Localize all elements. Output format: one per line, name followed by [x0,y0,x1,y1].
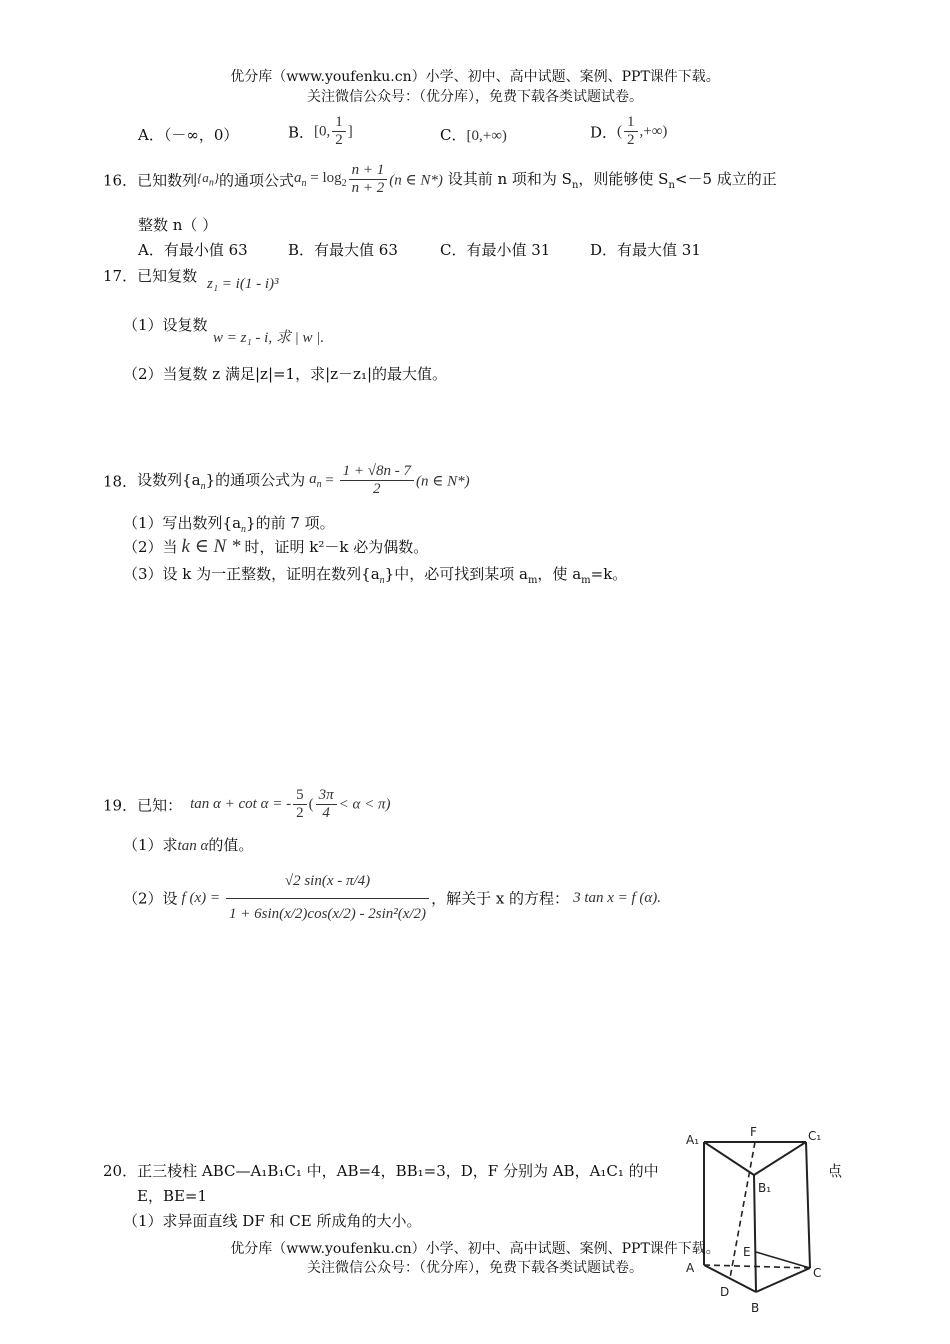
q16-line-2: 整数 n（ ） [138,216,218,234]
q16-option-c: C．有最小值 31 [440,241,551,259]
q20-part-1: （1）求异面直线 DF 和 CE 所成角的大小。 [123,1212,422,1230]
q15-option-b: B．[0, $\frac{1}{2}$ ] [288,114,353,149]
label-a: A [686,1261,695,1275]
question-19: 19．已知： tan α + cot α = - $\frac{5}{2}$ ( $\frac{3\pi}{4}$ < α < π) [103,787,391,822]
header-line-2: 关注微信公众号：（优分库），免费下载各类试题试卷。 [307,89,643,105]
q15-option-a: A．（－∞，0） [138,126,239,144]
q20-line-1-tail: 点 [827,1162,843,1180]
q19-part-1: （1）求tan α的值。 [123,836,254,854]
label-b: B [751,1301,760,1315]
q15-option-c: C．[0,+∞) [440,126,507,144]
prism-figure [680,1120,830,1320]
q19-part-2: （2）设 f (x) = $\frac{√2 \sin(x - \pi/4)}{\text{1 + 6sin(x/2)cos(x/2) - 2sin²(x/2)}}$ ，解关于 x 的方程： 3 tan x = f (α). [123,866,661,930]
q17-part-1-formula: w = z₁ - i, 求 | w |. [213,330,325,346]
question-17: 17．已知复数 [103,267,198,285]
header-line-1: 优分库（www.youfenku.cn）小学、初中、高中试题、案例、PPT课件下载。 [230,69,720,85]
q18-part-3: （3）设 k 为一正整数，证明在数列$\{a_n\}$中，必可找到某项 $a_m$，使 $a_m=k$。 [123,565,628,586]
question-18: 18．设数列$\{a_n\}$的通项公式为 $a_n$ = $\frac{1 + √8n - 7}{2}$ (n ∈ N*) [103,463,470,498]
q20-line-2: E，BE=1 [137,1187,208,1205]
label-c1: C₁ [808,1129,822,1143]
q17-formula: z₁ = i(1 - i)³ [207,276,279,292]
footer-line-1: 优分库（www.youfenku.cn）小学、初中、高中试题、案例、PPT课件下载。 [230,1241,720,1257]
question-16: 16．已知数列$\{a_n\}$的通项公式$a_n = \log_2$ $\frac{n + 1}{n + 2}$ (n ∈ N*) 设其前 n 项和为 $S_n$，则能够使 $S_n<-5$ 成立的正 [103,162,777,197]
q16-option-d: D．有最大值 31 [590,241,701,259]
edge-c1-b1 [754,1142,806,1175]
q18-part-2: （2）当 k ∈ N * 时，证明 k²－k 必为偶数。 [123,536,429,557]
label-f: F [750,1125,757,1139]
q18-part-1: （1）写出数列$\{a_n\}$的前 7 项。 [123,514,335,535]
label-e: E [743,1245,751,1259]
edge-a1-b1 [704,1142,754,1175]
q17-part-1: （1）设复数 [123,316,208,334]
footer-line-2: 关注微信公众号：（优分库），免费下载各类试题试卷。 [307,1260,643,1276]
q17-part-2: （2）当复数 z 满足|z|=1，求|z－z₁|的最大值。 [123,365,448,383]
label-c: C [813,1266,822,1280]
q16-option-b: B．有最大值 63 [288,241,398,259]
q15-option-d: D．( $\frac{1}{2}$ ,+∞) [590,114,668,149]
label-a1: A₁ [686,1133,700,1147]
q16-option-a: A．有最小值 63 [138,241,248,259]
label-b1: B₁ [758,1181,772,1195]
question-20: 20．正三棱柱 ABC—A₁B₁C₁ 中，AB=4，BB₁=3，D，F 分别为 AB，A₁C₁ 的中 [103,1162,659,1180]
label-d: D [720,1285,730,1299]
